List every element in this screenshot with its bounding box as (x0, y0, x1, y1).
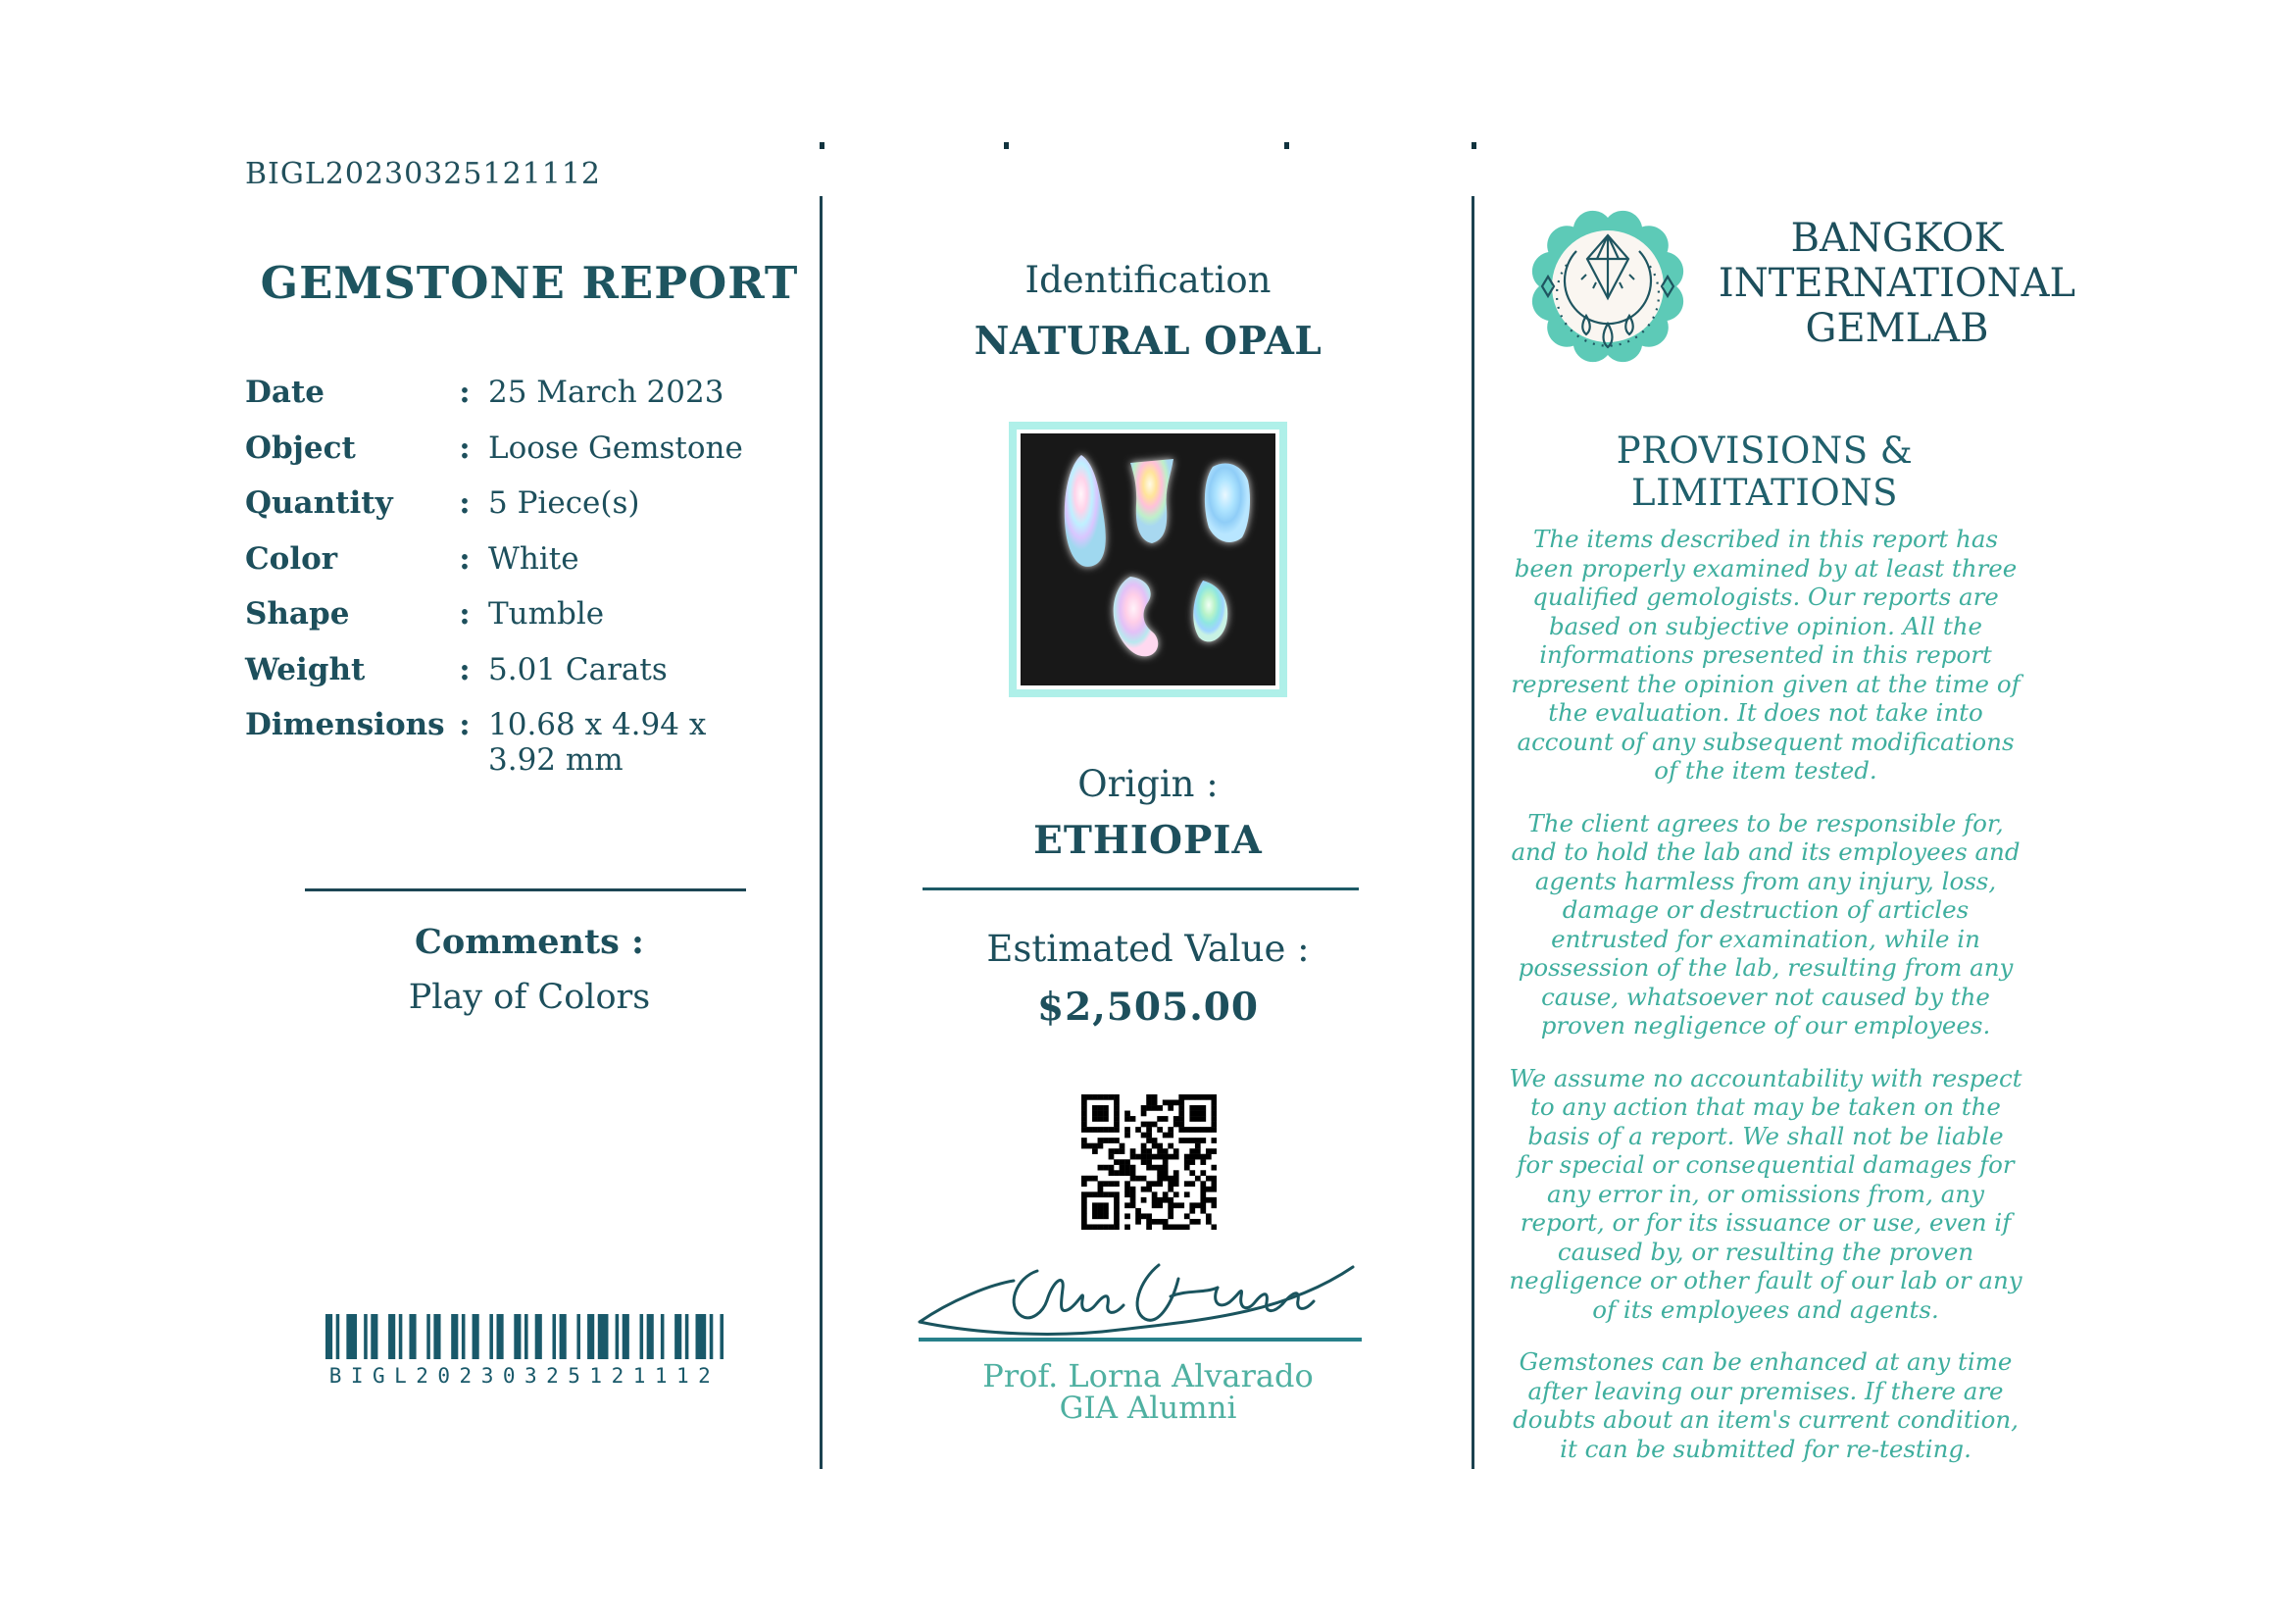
detail-row (245, 431, 774, 486)
barcode (325, 1314, 724, 1388)
estimated-value-label: Estimated Value : (986, 928, 1310, 970)
provisions-heading: PROVISIONS & LIMITATIONS (1616, 430, 1914, 514)
detail-colon: : (459, 651, 471, 687)
fold-mark (1284, 142, 1289, 149)
signatory-title: GIA Alumni (1059, 1391, 1237, 1426)
comments-value: Play of Colors (408, 978, 651, 1017)
report-title: GEMSTONE REPORT (260, 257, 799, 309)
detail-label: Weight (245, 651, 366, 687)
detail-label: Color (245, 540, 338, 577)
detail-row (245, 485, 774, 541)
detail-value: 10.68 x 4.94 x 3.92 mm (488, 707, 707, 778)
detail-value: White (488, 540, 579, 577)
barcode-text: BIGL20230325121112 (328, 1364, 721, 1388)
species-name: NATURAL OPAL (973, 319, 1323, 364)
detail-label: Dimensions (245, 707, 445, 742)
report-number: BIGL20230325121112 (245, 157, 601, 191)
comments-heading: Comments : (415, 922, 644, 962)
detail-value: 25 March 2023 (488, 375, 724, 410)
detail-row (245, 596, 774, 652)
detail-row (245, 375, 774, 431)
detail-value: 5.01 Carats (488, 651, 668, 687)
detail-row (245, 652, 774, 708)
provision-paragraph: The client agrees to be responsible for, and to hold the lab and its employees and agents harmless from any injury, loss, damage or destruction of articles entrusted for examination, while in possession of the lab, resulting from any cause, whatsoever not caused by the proven negligence of our employees. (1511, 808, 2021, 1039)
barcode-bars (325, 1314, 724, 1359)
lab-name-line: INTERNATIONAL (1718, 261, 2076, 306)
detail-colon: : (459, 485, 471, 521)
detail-label: Object (245, 430, 356, 466)
details-table (245, 375, 774, 778)
identification-heading: Identification (1024, 259, 1272, 301)
lab-name-line: BANGKOK (1790, 216, 2004, 261)
detail-colon: : (459, 596, 471, 632)
detail-colon: : (459, 707, 471, 742)
signature-line (919, 1338, 1362, 1342)
detail-colon: : (459, 375, 471, 410)
lab-name (1711, 216, 2083, 351)
detail-row (245, 707, 774, 778)
detail-colon: : (459, 430, 471, 466)
opal-stones-image (1021, 433, 1275, 682)
origin-value: ETHIOPIA (1033, 818, 1263, 863)
gemstone-photo-inner (1017, 430, 1279, 689)
fold-mark (1472, 142, 1476, 149)
comments-divider (305, 888, 746, 891)
gemstone-photo (1009, 422, 1287, 697)
detail-label: Shape (245, 596, 350, 632)
provisions-body (1508, 525, 2023, 1487)
fold-mark (820, 142, 824, 149)
estimated-value-amount: $2,505.00 (1036, 985, 1260, 1030)
detail-value: Loose Gemstone (488, 430, 743, 466)
lab-logo (1527, 200, 1688, 371)
column-divider (820, 196, 823, 1469)
provision-paragraph: Gemstones can be enhanced at any time after leaving our premises. If there are doubts about an item's current condition, it can be submitted for re-testing. (1513, 1347, 2019, 1463)
fold-mark (1004, 142, 1009, 149)
detail-colon: : (459, 540, 471, 577)
provision-paragraph: The items described in this report has been properly examined by at least three qualified gemologists. Our reports are based on subjective opinion. All the informations presented in this report represent the opinion given at the time of the evaluation. It does not take into account of any subsequent modifications of the item tested. (1511, 525, 2021, 785)
value-divider (923, 887, 1359, 890)
qr-code (1081, 1094, 1217, 1230)
detail-label: Date (245, 375, 325, 410)
detail-label: Quantity (245, 485, 393, 521)
origin-label: Origin : (1077, 763, 1219, 805)
signatory-name: Prof. Lorna Alvarado (982, 1357, 1314, 1394)
signature (912, 1243, 1363, 1343)
detail-value: 5 Piece(s) (488, 485, 640, 521)
detail-value: Tumble (488, 596, 605, 632)
lab-name-line: GEMLAB (1805, 306, 1989, 351)
detail-row (245, 541, 774, 597)
provision-paragraph: We assume no accountability with respect to any action that may be taken on the basis of a report. We shall not be liable for special or consequential damages for any error in, or omissions from, any report, or for its issuance or use, even if caused by, or resulting the proven negligence or other fault of our lab or any of its employees and agents. (1509, 1063, 2022, 1324)
